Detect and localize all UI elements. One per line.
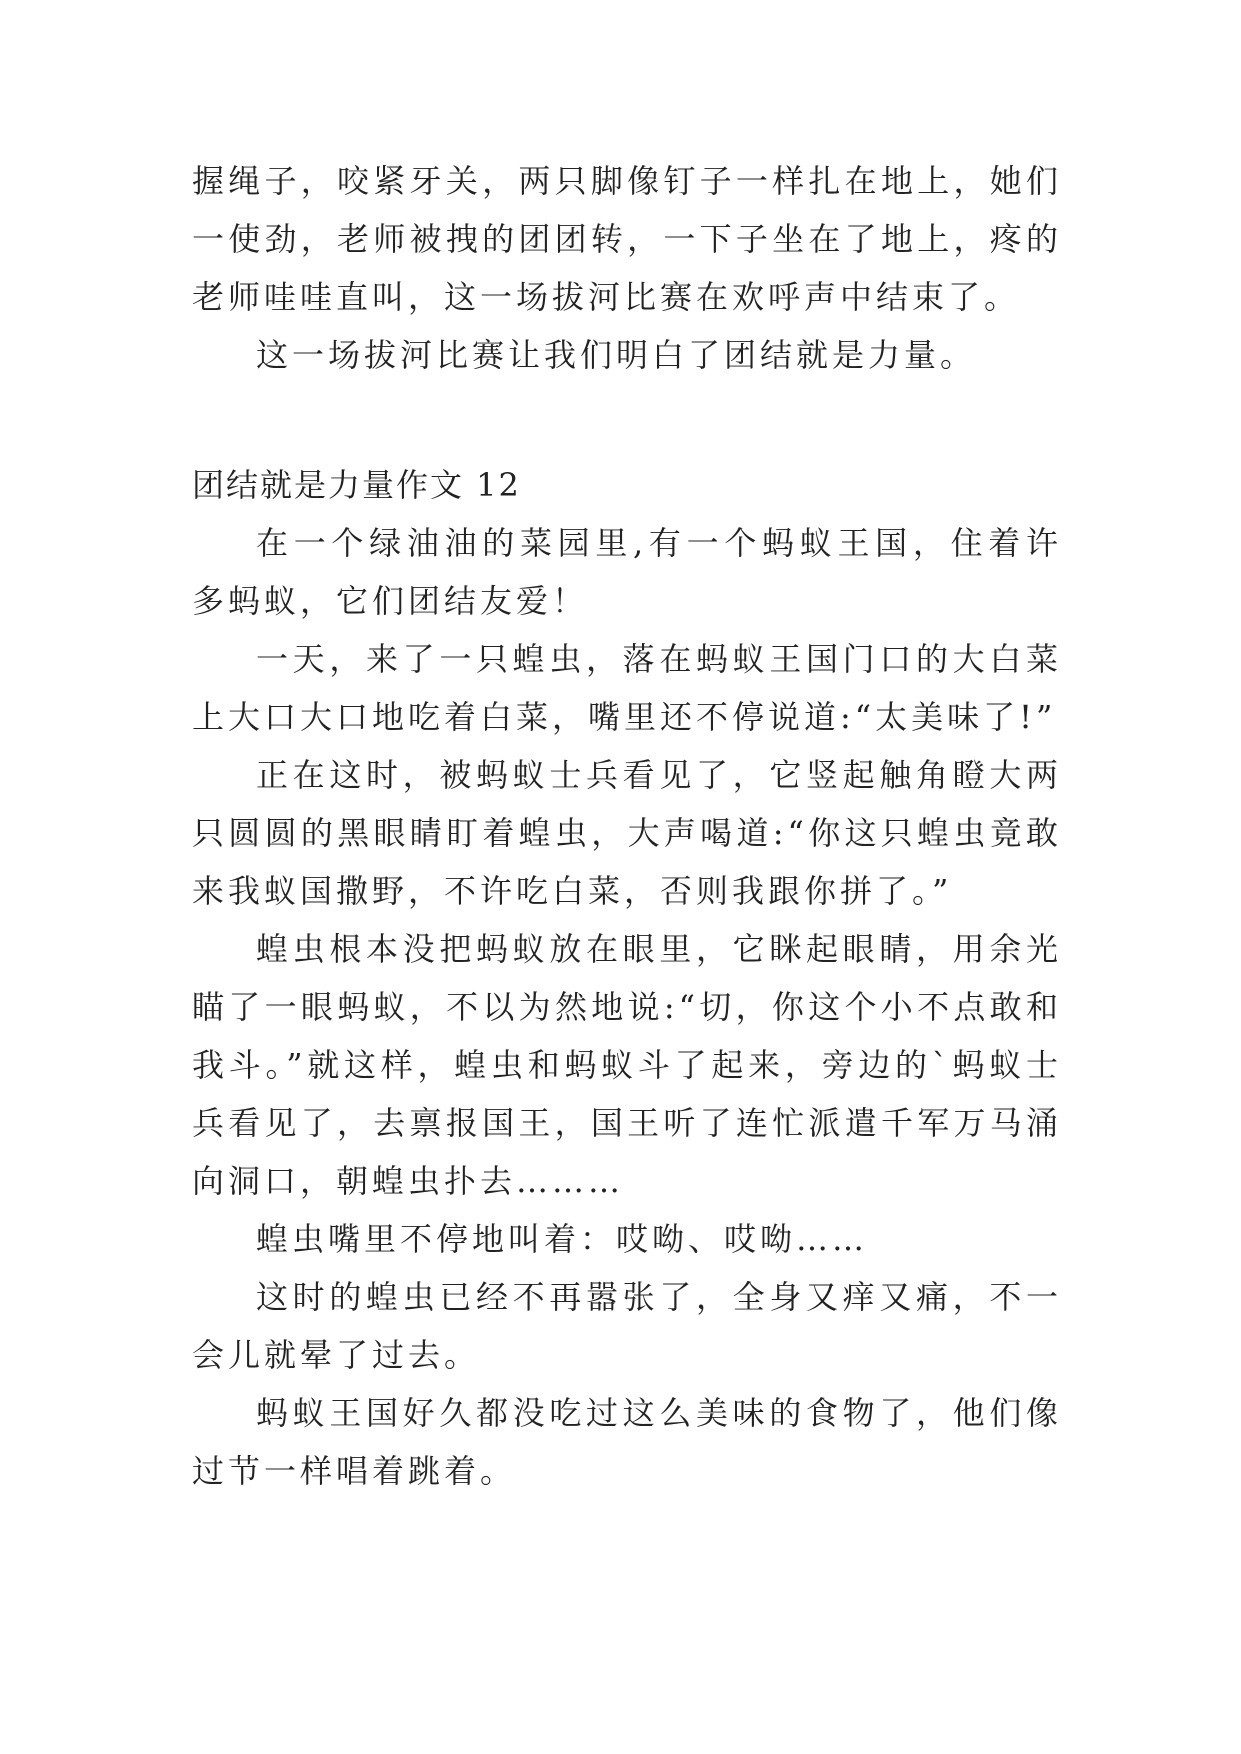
paragraph-continued: 握绳子，咬紧牙关，两只脚像钉子一样扎在地上，她们一使劲，老师被拽的团团转，一下子坐在了地上，疼的老师哇哇直叫，这一场拔河比赛在欢呼声中结束了。 (192, 162, 1062, 316)
paragraph: 这时的蝗虫已经不再嚣张了，全身又痒又痛，不一会儿就晕了过去。 (192, 1278, 1062, 1374)
paragraph: 蚂蚁王国好久都没吃过这么美味的食物了，他们像过节一样唱着跳着。 (192, 1394, 1062, 1490)
paragraph: 正在这时，被蚂蚁士兵看见了，它竖起触角瞪大两只圆圆的黑眼睛盯着蝗虫，大声喝道:“你这只蝗虫竟敢来我蚁国撒野，不许吃白菜，否则我跟你拼了。” (192, 756, 1062, 910)
document-body (192, 152, 1062, 1500)
paragraph: 在一个绿油油的菜园里,有一个蚂蚁王国，住着许多蚂蚁，它们团结友爱！ (192, 524, 1062, 620)
section-title: 团结就是力量作文 12 (192, 466, 521, 504)
paragraph: 一天，来了一只蝗虫，落在蚂蚁王国门口的大白菜上大口大口地吃着白菜，嘴里还不停说道:“太美味了!” (192, 640, 1062, 736)
paragraph: 蝗虫根本没把蚂蚁放在眼里，它眯起眼睛，用余光瞄了一眼蚂蚁，不以为然地说:“切，你这个小不点敢和我斗。”就这样，蝗虫和蚂蚁斗了起来，旁边的`蚂蚁士兵看见了，去禀报国王，国王听了连忙派遣千军万马涌向洞口，朝蝗虫扑去……… (192, 930, 1062, 1200)
paragraph: 蝗虫嘴里不停地叫着：哎呦、哎呦…… (256, 1220, 869, 1258)
paragraph-conclusion: 这一场拔河比赛让我们明白了团结就是力量。 (256, 336, 977, 374)
